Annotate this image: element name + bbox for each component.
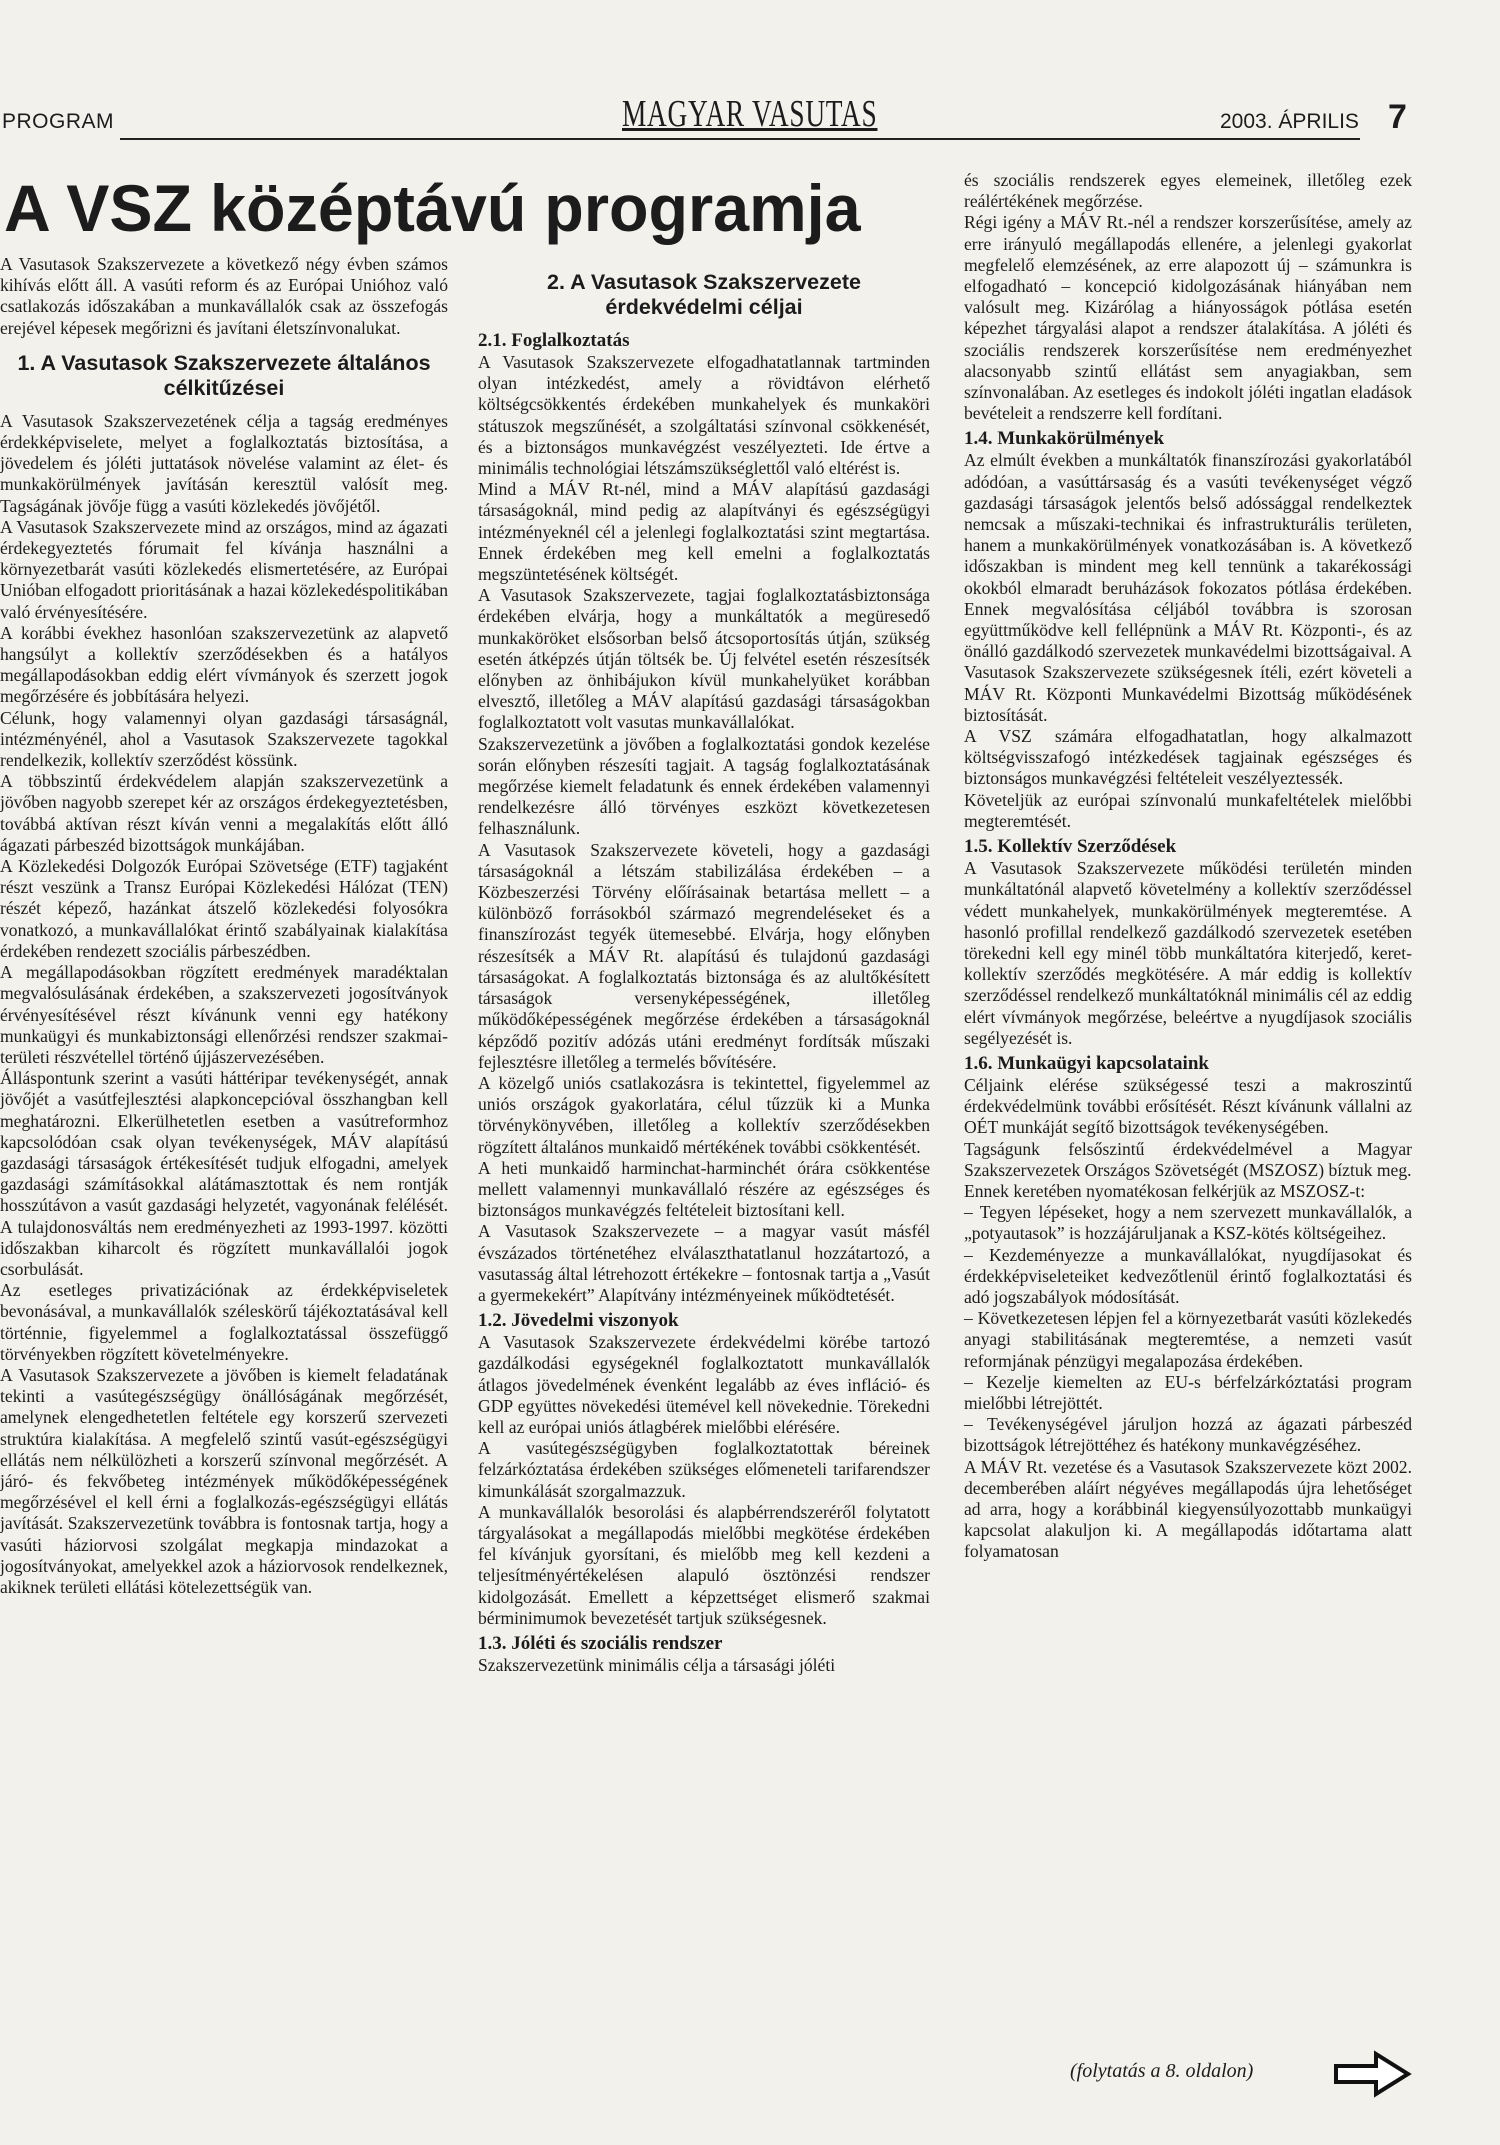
paragraph: és szociális rendszerek egyes elemeinek, illetőleg ezek reálértékének megőrzése.	[964, 170, 1412, 212]
paragraph: Az elmúlt években a munkáltatók finanszírozási gyakorlatából adódóan, a vasúttársaság és a vasúti tevékenységet végző gazdasági társaságok jelentős belső adóssággal rendelkeztek nemcsak a műszaki-technikai és infrastrukturális területen, hanem a munkakörülmények vonatkozásában is. A következő időszakban is mindent meg kell tennünk a takarékossági okokból elmaradt beruházások fokozatos pótlása érdekében. Ennek megvalósítása céljából továbbra is szorosan együttműködve kell fellépnünk a MÁV Rt. Központi-, és az önálló gazdálkodó szervezetek munkavédelmi bizottságaival. A Vasutasok Szakszervezete szükségesnek ítéli, ezért követeli a MÁV Rt. Központi Munkavédelmi Bizottság működésének biztosítását.	[964, 450, 1412, 725]
paragraph: A vasútegészségügyben foglalkoztatottak béreinek felzárkóztatása érdekében szükséges előmeneteli tarifarendszer kimunkálását szorgalmazzuk.	[478, 1438, 930, 1501]
paragraph: Régi igény a MÁV Rt.-nél a rendszer korszerűsítése, amely az erre irányuló megállapodás ellenére, a jelenlegi gyakorlat megfelelő elemzésének, az erre alapozott új – számunkra is elfogadható – koncepció kidolgozásának hiányában nem valósult meg. Kizárólag a hiányosságok pótlása esetén képezhet tárgyalási alapot a rendszer átalakítása. A jóléti és szociális rendszerek korszerűsítése nem eredményezhet alacsonyabb szintű ellátást sem anyagiakban, sem színvonalában. Az esetleges és indokolt jóléti ingatlan eladások bevételeit a rendszerre kell fordítani.	[964, 212, 1412, 424]
subheading: 1.2. Jövedelmi viszonyok	[478, 1310, 679, 1332]
paragraph: Szakszervezetünk minimális célja a társasági jóléti	[478, 1654, 836, 1675]
paragraph: A Vasutasok Szakszervezete elfogadhatatlannak tartminden olyan intézkedést, amely a rövidtávon elérhető költségcsökkentés érdekében munkahelyek és munkaköri státuszok megszűnését, a szolgáltatási színvonal csökkenését, és a biztonságos munkavégzést veszélyezteti. Ide értve a minimális technológiai létszámszükséglettől való eltérést is.	[478, 352, 930, 479]
paragraph: Tagságunk felsőszintű érdekvédelmével a Magyar Szakszervezetek Országos Szövetségét (MSZOSZ) bíztuk meg.	[964, 1138, 1412, 1180]
paragraph: A Vasutasok Szakszervezete érdekvédelmi körébe tartozó gazdálkodási egységeknél foglalkoztatott munkavállalók átlagos jövedelmének évenként legalább az éves infláció- és GDP együttes növekedési ütemével kell növekednie. Törekedni kell az európai uniós átlagbérek mielőbbi elérésére.	[478, 1332, 930, 1437]
section-heading-1: 1. A Vasutasok Szakszervezete általános célkitűzései	[17, 350, 431, 400]
paragraph: Céljaink elérése szükségessé teszi a makroszintű érdekvédelmünk további erősítését. Részt kívánunk vállalni az OÉT munkáját segítő bizottságok tevékenységében.	[964, 1074, 1412, 1138]
paragraph: Szakszervezetünk a jövőben a foglalkoztatási gondok kezelése során előnyben részesíti tagjait. A tagság foglalkoztatásának megőrzése kiemelt feladatunk és ennek érdekében valamennyi rendelkezésre álló törvényes eszközt következetesen felhasználunk.	[478, 733, 930, 839]
list-item: – Tegyen lépéseket, hogy a nem szervezett munkavállalók, a „potyautasok” is hozzájáruljanak a KSZ-kötés költségeihez.	[964, 1202, 1412, 1244]
subheading: 1.5. Kollektív Szerződések	[964, 836, 1177, 858]
subheading: 1.3. Jóléti és szociális rendszer	[478, 1632, 723, 1654]
paragraph: A heti munkaidő harminchat-harminchét órára csökkentése mellett valamennyi munkavállaló részére az egészséges és biztonságos munkavégzés feltételeit biztosítani kell.	[478, 1157, 930, 1221]
intro-paragraph: A Vasutasok Szakszervezete a következő négy évben számos kihívás előtt áll. A vasúti reform és az Európai Unióhoz való csatlakozás időszakában a munkavállalók csak az összefogás erejével képesek megőrizni és javítani életszínvonalukat.	[0, 254, 448, 338]
paragraph: A munkavállalók besorolási és alapbérrendszeréről folytatott tárgyalásokat a megállapodás mielőbbi megkötése érdekében fel kívánjuk gyorsítani, és mielőbb meg kell kezdeni a teljesítményértékelésen alapuló ösztönzési rendszer kidolgozását. Emellett a képzettséget elismerő szakmai bérminimumok bevezetését tartjuk szükségesnek.	[478, 1501, 930, 1628]
continuation-note[interactable]	[1070, 2050, 1490, 2100]
paragraph: A megállapodásokban rögzített eredmények maradéktalan megvalósulásának érdekében, a szakszervezeti jogosítványok érvényesítésével részt kívánunk venni egy hatékony munkaügyi és munkabiztonsági ellenőrzési rendszer szakmai-területi részvétellel történő újjászervezésében.	[0, 962, 448, 1067]
column-2	[478, 270, 930, 1676]
article-title: A VSZ középtávú programja	[4, 171, 861, 245]
paragraph: A MÁV Rt. vezetése és a Vasutasok Szakszervezete közt 2002. decemberében aláírt négyéves megállapodás újra lehetőséget ad arra, hogy a korábbinál kiegyensúlyozottabb munkaügyi kapcsolat alakuljon ki. A megállapodás időtartama alatt folyamatosan	[964, 1456, 1412, 1562]
issue-date: 2003. ÁPRILIS	[1220, 110, 1359, 133]
paragraph: A Vasutasok Szakszervezete működési területén minden munkáltatónál alapvető követelmény a kollektív szerződéssel védett munkahelyek, munkakörülmények megteremtése. A hasonló profillal rendelkező gazdálkodó szervezetek esetében törekedni kell egy minél több munkáltatóra kiterjedő, keret-kollektív szerződés megkötésére. A már eddig is kollektív szerződéssel rendelkező munkáltatóknál minimális cél az eddig elért vívmányok megőrzése, beleértve a nyugdíjasok szociális segélyezését is.	[964, 858, 1412, 1048]
paragraph: A Vasutasok Szakszervezete követeli, hogy a gazdasági társaságoknál a létszám stabilizálása érdekében – a Közbeszerzési Törvény előírásainak betartása mellett – a különböző forrásokból származó megrendeléseket és a finanszírozást tegyék ütemesebbé. Elvárja, hogy előnyben részesítsék a MÁV Rt. alapítású és tulajdonú gazdasági társaságokat. A foglalkoztatás biztonsága és az alultőkésített társaságok versenyképességének, illetőleg működőképességének megőrzése érdekében a társaságoknál képződő pozitív adózás utáni eredményt fordítsák műszaki fejlesztésre illetőleg a termelés bővítésére.	[478, 839, 930, 1072]
paragraph: A Vasutasok Szakszervezetének célja a tagság eredményes érdekképviselete, melyet a foglalkoztatás biztosítása, a jövedelem és jóléti juttatások növelése valamint az élet- és munkakörülmények javításán keresztül valósít meg. Tagságának jövője függ a vasúti közlekedés jövőjétől.	[0, 410, 448, 516]
paragraph: A korábbi évekhez hasonlóan szakszervezetünk az alapvető hangsúlyt a kollektív szerződésekben és a hatályos megállapodásokban eddig elért vívmányok és szerzett jogok megőrzésére és jobbítására helyezi.	[0, 622, 448, 707]
paragraph: A közelgő uniós csatlakozásra is tekintettel, figyelemmel az uniós országok gyakorlatára, célul tűzzük ki a Munka törvénykönyvében, illetőleg a kollektív szerződésekben rögzített általános munkaidő mértékének további csökkentését.	[478, 1072, 930, 1157]
paragraph: A többszintű érdekvédelem alapján szakszervezetünk a jövőben nagyobb szerepet kér az országos érdekegyeztetésben, továbbá aktívan részt kíván venni a megalakítás előtt álló ágazati párbeszéd bizottságok munkájában.	[0, 771, 448, 855]
paragraph: A Közlekedési Dolgozók Európai Szövetsége (ETF) tagjaként részt veszünk a Transz Európai Közlekedési Hálózat (TEN) részét képező, hazánkat átszelő közlekedési folyosókra vonatkozó, a munkavállalókat érintő szabályainak kialakítása érdekében rendezett szociális párbeszédben.	[0, 856, 448, 961]
column-1	[0, 254, 448, 1598]
list-item: – Kezdeményezze a munkavállalókat, nyugdíjasokat és érdekképviseleteiket kedvezőtlenül érintő foglalkoztatási és adó jogszabályok módosítását.	[964, 1244, 1412, 1307]
masthead: MAGYAR VASUTAS	[622, 93, 878, 135]
section-heading-2: 2. A Vasutasok Szakszervezete érdekvédelmi céljai	[547, 270, 861, 319]
paragraph: Célunk, hogy valamennyi olyan gazdasági társaságnál, intézményénél, ahol a Vasutasok Szakszervezete tagokkal rendelkezik, kollektív szerződést kössünk.	[0, 707, 448, 771]
list-item: – Következetesen lépjen fel a környezetbarát vasúti közlekedés anyagi stabilitásának megteremtése, a nemzeti vasút reformjának pénzügyi megalapozása érdekében.	[964, 1308, 1412, 1371]
paragraph: A VSZ számára elfogadhatatlan, hogy alkalmazott költségvisszafogó intézkedések tagjainak egészséges és biztonságos munkavégzési feltételeit veszélyeztessék.	[964, 726, 1412, 789]
subheading: 1.6. Munkaügyi kapcsolataink	[964, 1052, 1209, 1074]
page-number: 7	[1388, 98, 1407, 136]
subheading: 1.4. Munkakörülmények	[964, 428, 1165, 450]
paragraph: Ennek keretében nyomatékosan felkérjük az MSZOSZ-t:	[964, 1180, 1366, 1201]
section-label: PROGRAM	[2, 110, 115, 133]
paragraph: A Vasutasok Szakszervezete, tagjai foglalkoztatásbiztonsága érdekében elvárja, hogy a munkáltatók a megüresedő munkaköröket elsősorban belső átcsoportosítás útján, szükség esetén átképzés útján töltsék be. Új felvétel esetén részesítsék előnyben az önhibájukon kívül munkahelyüket korábban elvesztő, illetőleg a MÁV alapítású gazdasági társaságokban foglalkoztatott volt vasutas munkavállalókat.	[478, 585, 930, 733]
list-item: – Tevékenységével járuljon hozzá az ágazati párbeszéd bizottságok létrejöttéhez és hatékony munkavégzéséhez.	[964, 1414, 1412, 1456]
paragraph: Követeljük az európai színvonalú munkafeltételek mielőbbi megteremtését.	[964, 789, 1412, 831]
paragraph: Mind a MÁV Rt-nél, mind a MÁV alapítású gazdasági társaságoknál, mind pedig az alapítványi és egészségügyi intézményeknél cél a jelenlegi foglalkoztatási szint megtartása. Ennek érdekében meg kell emelni a foglalkoztatás megszüntetésének költségét.	[478, 479, 930, 585]
header-rule	[120, 138, 1360, 140]
paragraph: A Vasutasok Szakszervezete mind az országos, mind az ágazati érdekegyeztetés fórumait fel kívánja használni a környezetbarát vasúti közlekedés elismertetésére, az Európai Unióban elfogadott prioritásának a hazai közlekedéspolitikában való érvényesítésére.	[0, 516, 448, 622]
page-header	[0, 93, 1500, 140]
list-item: – Kezelje kiemelten az EU-s bérfelzárkóztatási program mielőbbi létrejöttét.	[964, 1371, 1412, 1413]
paragraph: A Vasutasok Szakszervezete – a magyar vasút másfél évszázados történetéhez elválaszthatatlanul hozzátartozó, a vasutasság által létrehozott értékekre – fontosnak tartja a „Vasút a gyermekekért” Alapítvány intézményeinek működtetését.	[478, 1221, 930, 1305]
paragraph: Álláspontunk szerint a vasúti háttéripar tevékenységét, annak jövőjét a vasútfejlesztési alapkoncepcióval összhangban kell meghatározni. Elkerülhetetlen esetben a vasútreformhoz kapcsolódóan csak olyan tevékenységek, MÁV alapítású gazdasági társaságok értékesítését tudjuk elfogadni, amelyek gazdasági számításokkal alátámasztottak és nem rontják hosszútávon a vasút gazdasági helyzetét, vagyonának felélését. A tulajdonosváltás nem eredményezheti az 1993-1997. közötti időszakban kiharcolt és rögzített munkavállalói jogok csorbulását.	[0, 1068, 448, 1279]
continued-text: (folytatás a 8. oldalon)	[1070, 2060, 1254, 2082]
paragraph: Az esetleges privatizációnak az érdekképviseletek bevonásával, a munkavállalók széleskörű tájékoztatásával kell történnie, figyelemmel a foglalkoztatással összefüggő törvényekben rögzített követelményekre.	[0, 1280, 448, 1364]
column-3	[964, 170, 1412, 1563]
subheading: 2.1. Foglalkoztatás	[478, 330, 630, 351]
right-arrow-icon	[1332, 2050, 1412, 2098]
paragraph: A Vasutasok Szakszervezete a jövőben is kiemelt feladatának tekinti a vasútegészségügy önállóságának megőrzését, amelynek elengedhetetlen feltétele egy korszerű szervezeti struktúra kialakítása. A megfelelő szintű vasút-egészségügyi ellátás nem nélkülözheti a korszerű színvonal megőrzését. A járó- és fekvőbeteg intézmények működőképességének megőrzésével el kell érni a foglalkozás-egészségügyi ellátás javítását. Szakszervezetünk továbbra is fontosnak tartja, hogy a vasúti háziorvosi szolgálat megkapja mindazokat a jogosítványokat, amelyekkel azok a háziorvosok rendelkeznek, akiknek területi ellátási kötelezettségük van.	[0, 1364, 448, 1597]
